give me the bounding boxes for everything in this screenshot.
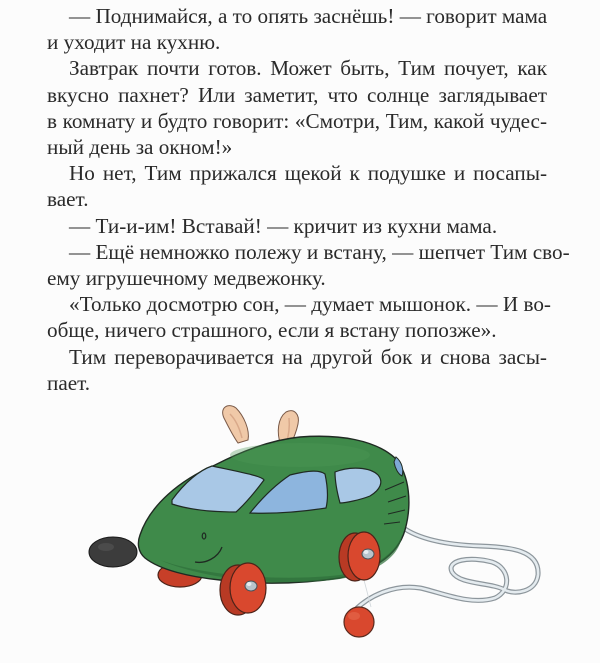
text-line: вкусно пахнет? Или заметит, что солнце заглядывает [47, 82, 547, 107]
text-line: Но нет, Тим прижался щекой к подушке и посапы- [69, 161, 547, 186]
pull-ball [344, 607, 374, 637]
wheel-rear [339, 532, 380, 581]
toy-mouse-car-illustration [0, 395, 600, 663]
paragraph-4 [47, 213, 547, 239]
paragraph-2 [47, 55, 547, 160]
wheel-front [220, 563, 266, 615]
paragraph-7 [47, 344, 547, 396]
paragraph-1 [47, 3, 547, 55]
text-line: обще, ничего страшного, если я встану попозже». [47, 318, 497, 343]
text-line: Тим переворачивается на другой бок и снова засы- [69, 344, 547, 369]
text-line: ный день за окном!» [47, 135, 233, 160]
text-line: — Ещё немножко полежу и встану, — шепчет Тим сво- [69, 239, 570, 264]
text-line: — Поднимайся, а то опять заснёшь! — говорит мама [69, 4, 548, 28]
axle-front [245, 581, 257, 591]
mouse-nose [89, 537, 137, 567]
text-line: «Только досмотрю сон, — думает мышонок. — И во- [69, 292, 551, 317]
text-line: и уходит на кухню. [47, 30, 221, 55]
ear-left [223, 406, 249, 443]
text-line: в комнату и будто говорит: «Смотри, Тим, какой чудес- [47, 108, 547, 133]
axle-rear [362, 549, 374, 559]
text-line: вает. [47, 187, 89, 212]
text-line: Завтрак почти готов. Может быть, Тим почует, как [69, 56, 547, 81]
text-line: — Ти-и-им! Вставай! — кричит из кухни мама. [69, 213, 498, 238]
text-line: пает. [47, 370, 91, 395]
text-line: ему игрушечному медвежонку. [47, 266, 326, 291]
paragraph-5 [47, 239, 570, 291]
story-text [47, 3, 570, 396]
paragraph-6 [47, 291, 551, 343]
paragraph-3 [47, 160, 547, 212]
